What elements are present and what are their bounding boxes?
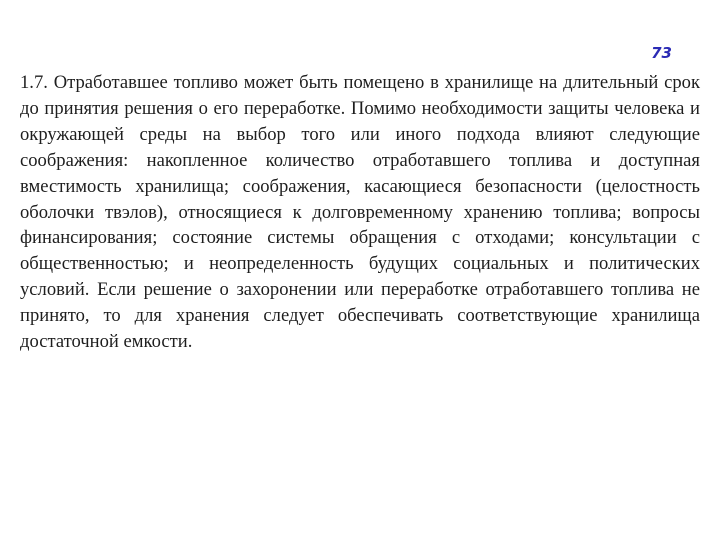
paragraph-1-7: 1.7. Отработавшее топливо может быть помещено в хранилище на длительный срок до принятия решения о его переработке. Помимо необходимости защиты человека и окружающей среды на выбор того или иного подхода влияют следующие соображения: накопленное количество отработавшего топлива и доступная вместимость хранилища; соображения, касающиеся безопасности (целостность оболочки твэлов), относящиеся к долговременному хранению топлива; вопросы финансирования; состояние системы обращения с отходами; консультации с общественностью; и неопределенность будущих социальных и политических условий. Если решение о захоронении или переработке отработавшего топлива не принято, то для хранения следует обеспечивать соответствующие хранилища достаточной емкости.	[20, 72, 700, 353]
page-number: 73	[651, 44, 672, 62]
